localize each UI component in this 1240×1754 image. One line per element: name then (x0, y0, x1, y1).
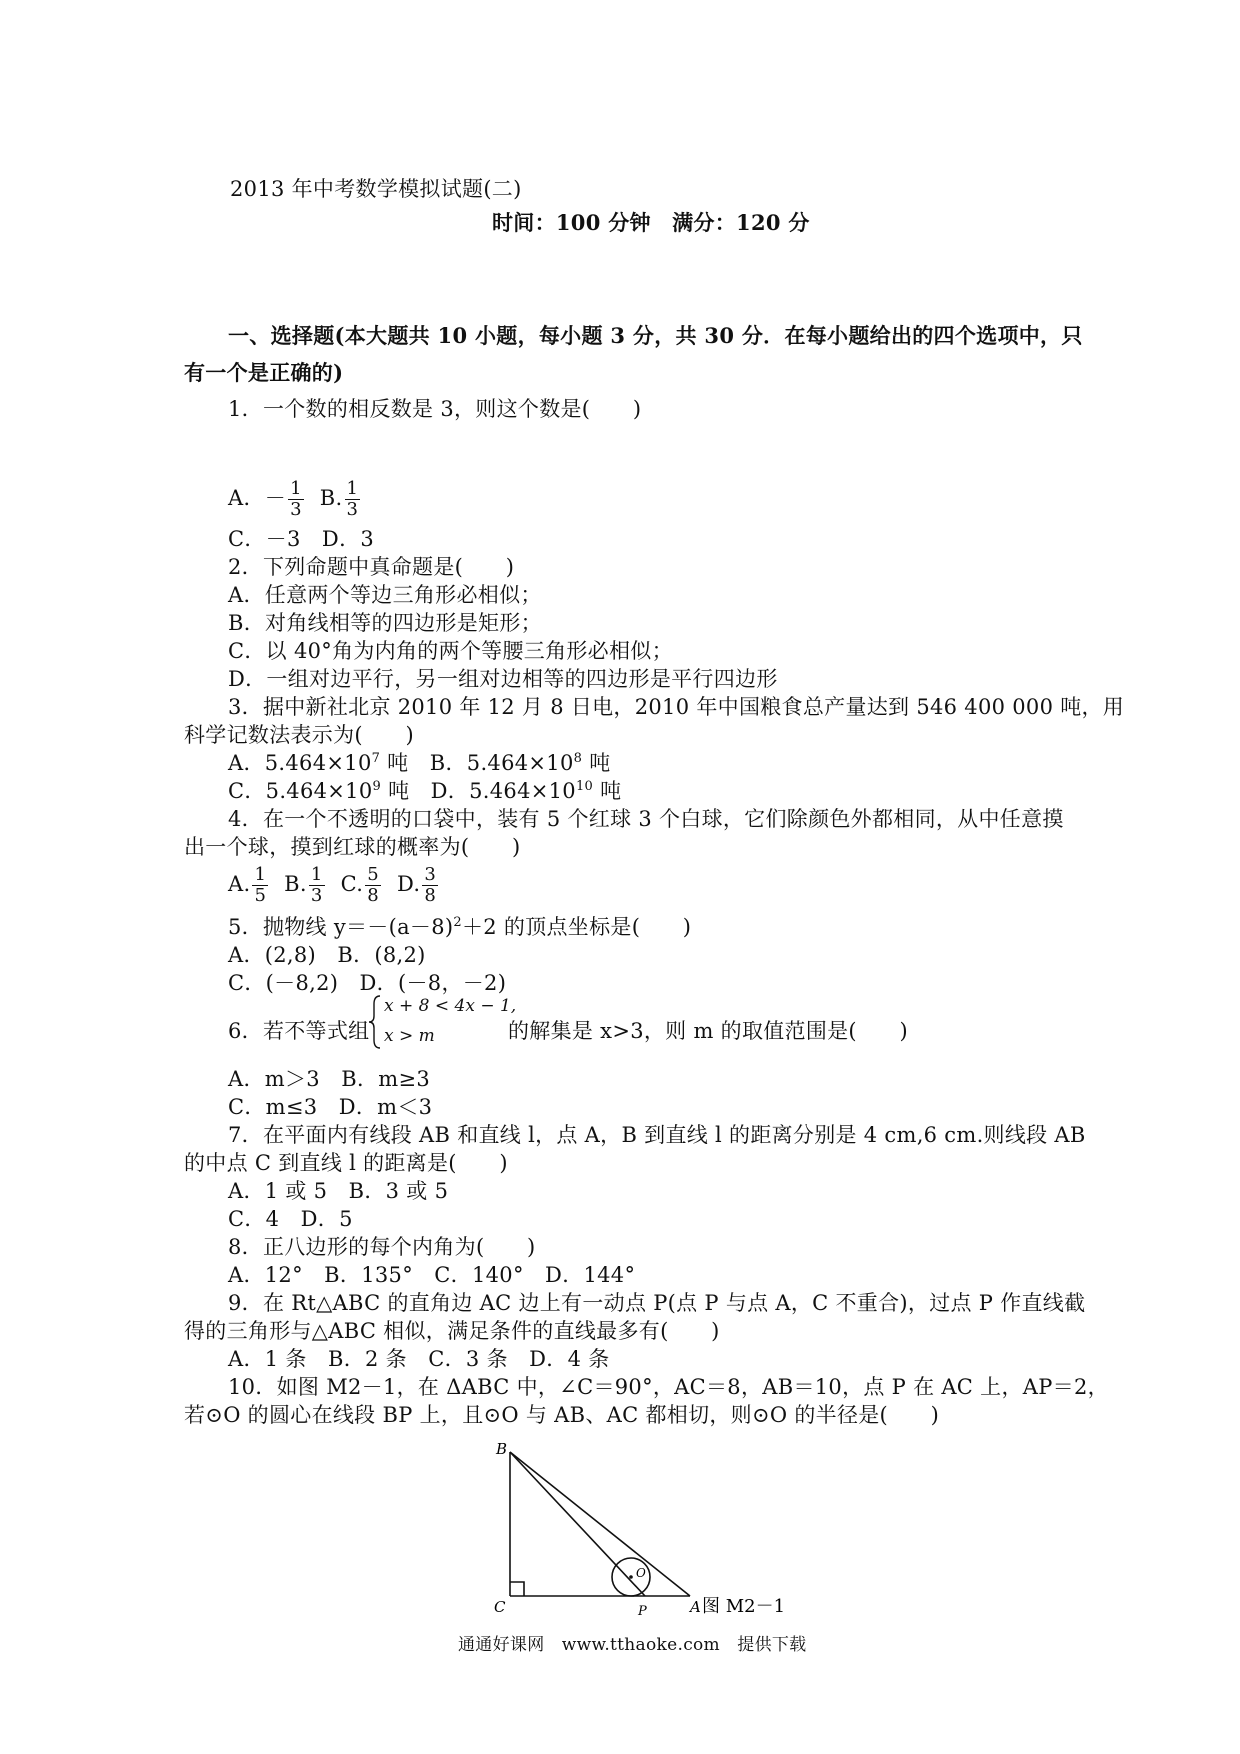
question-3-options-cd: C．$5.464\times 10^9$ 吨 D．$5.464\times 10^{10}$ 吨 (228, 779, 622, 803)
question-3-stem-line1: 3．据中新社北京 2010 年 12 月 8 日电，2010 年中国粮食总产量达到 546 400 000 吨，用 (228, 695, 1125, 719)
question-3-options-ab: A．$5.464\times 10^7$ 吨 B．$5.464\times 10^8$ 吨 (228, 751, 611, 775)
option-a-fraction: $\frac{1}{5}$ (254, 864, 267, 906)
question-7-options-cd: C．4 D．5 (228, 1207, 353, 1231)
question-5-options-cd: C．(－8,2) D．(－8，－2) (228, 971, 507, 995)
question-9-options: A．1 条 B．2 条 C．3 条 D．4 条 (228, 1347, 610, 1371)
inequality-line-1: x + 8 < 4x − 1, (384, 996, 517, 1016)
inequality-line-2: x > m (384, 1026, 435, 1046)
question-9-stem-line1: 9．在 Rt△ABC 的直角边 AC 边上有一动点 P(点 P 与点 A，C 不重合)，过点 P 作直线截 (228, 1291, 1086, 1315)
question-1-options-ab (228, 476, 362, 520)
question-1-stem: 1．一个数的相反数是 3，则这个数是( ) (228, 397, 642, 421)
side-ab (510, 1452, 690, 1596)
question-2-option-b: B．对角线相等的四边形是矩形； (228, 611, 542, 635)
question-8-stem: 8．正八边形的每个内角为( ) (228, 1235, 536, 1259)
segment-bp (510, 1452, 645, 1596)
label-o: O (636, 1566, 646, 1580)
question-8-options: A．12° B．135° C．140° D．144° (228, 1263, 636, 1287)
question-6-stem-suffix: 的解集是 x>3，则 m 的取值范围是( ) (508, 1019, 909, 1043)
label-a: A (690, 1598, 701, 1616)
option-b-fraction: $\frac{1}{3}$ (310, 864, 323, 906)
label-p: P (638, 1604, 647, 1619)
question-2-stem: 2．下列命题中真命题是( ) (228, 555, 515, 579)
right-angle-mark (510, 1582, 524, 1596)
question-5-stem: 5．抛物线 $y=-(a-8)^2+2$ 的顶点坐标是( ) (228, 915, 692, 939)
question-2-option-a: A．任意两个等边三角形必相似； (228, 583, 542, 607)
question-4-stem-line1: 4．在一个不透明的口袋中，装有 5 个红球 3 个白球，它们除颜色外都相同，从中任意摸 (228, 807, 1064, 831)
section-heading-line2: 有一个是正确的) (184, 360, 344, 385)
question-7-stem-line2: 的中点 C 到直线 l 的距离是( ) (184, 1151, 508, 1175)
exam-time-and-score: 时间：100 分钟 满分：120 分 (492, 210, 810, 235)
question-4-stem-line2: 出一个球，摸到红球的概率为( ) (184, 835, 521, 859)
section-heading-line1: 一、选择题(本大题共 10 小题，每小题 3 分，共 30 分．在每小题给出的四个选项中，只 (228, 323, 1083, 348)
question-4-options: A. $\frac{1}{5}$ B. $\frac{1}{3}$ C. $\frac{5}{8}$ D. $\frac{3}{8}$ (228, 864, 437, 906)
question-1-options-cd: C．－3 D．3 (228, 527, 375, 551)
inequality-system-brace (368, 994, 382, 1050)
question-5-options-ab: A．(2,8) B．(8,2) (228, 943, 426, 967)
question-9-stem-line2: 得的三角形与△ABC 相似，满足条件的直线最多有( ) (184, 1319, 720, 1343)
question-6-options-cd: C．m≤3 D．m＜3 (228, 1095, 433, 1119)
option-a-prefix: A．－ (228, 486, 287, 510)
question-6-options-ab: A．m＞3 B．m≥3 (228, 1067, 431, 1091)
center-o-dot (629, 1575, 633, 1579)
question-7-options-ab: A．1 或 5 B．3 或 5 (228, 1179, 449, 1203)
option-d-fraction: $\frac{3}{8}$ (424, 864, 437, 906)
question-3-stem-line2: 科学记数法表示为( ) (184, 723, 414, 747)
label-c: C (494, 1598, 506, 1616)
question-2-option-d: D．一组对边平行，另一组对边相等的四边形是平行四边形 (228, 667, 778, 691)
option-a-fraction: $\frac{1}{3}$ (290, 478, 302, 520)
footer-source: 通通好课网 www.tthaoke.com 提供下载 (458, 1635, 807, 1655)
exam-title: 2013 年中考数学模拟试题(二) (230, 177, 522, 201)
option-b-prefix: B. (319, 486, 343, 510)
triangle-figure (480, 1432, 800, 1622)
question-2-option-c: C．以 40°角为内角的两个等腰三角形必相似； (228, 639, 673, 663)
question-7-stem-line1: 7．在平面内有线段 AB 和直线 l，点 A，B 到直线 l 的距离分别是 4 cm,6 cm.则线段 AB (228, 1123, 1086, 1147)
figure-caption: 图 M2－1 (702, 1596, 786, 1617)
question-10-stem-line2: 若⊙O 的圆心在线段 BP 上，且⊙O 与 AB、AC 都相切，则⊙O 的半径是( ) (184, 1403, 940, 1427)
question-10-stem-line1: 10．如图 M2－1，在 ΔABC 中，∠C＝90°，AC＝8，AB＝10，点 P 在 AC 上，AP＝2， (228, 1375, 1109, 1399)
option-b-fraction: $\frac{1}{3}$ (346, 478, 359, 520)
option-c-fraction: $\frac{5}{8}$ (367, 864, 379, 906)
question-6-stem-prefix: 6．若不等式组 (228, 1019, 370, 1043)
label-b: B (496, 1440, 508, 1458)
